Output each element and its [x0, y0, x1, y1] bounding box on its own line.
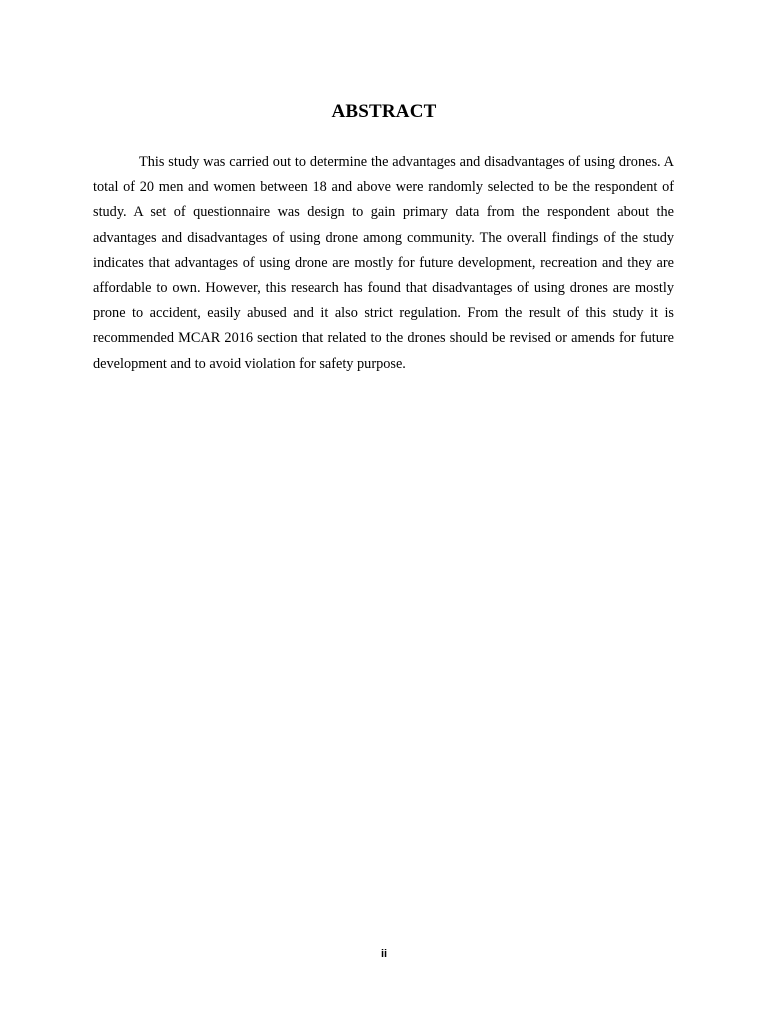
page-number: ii	[380, 948, 388, 960]
abstract-heading: ABSTRACT	[331, 101, 437, 122]
abstract-paragraph: This study was carried out to determine the advantages and disadvantages of using drones. A total of 20 men and women between 18 and above were randomly selected to be the respondent of study. A set of questionnaire was design to gain primary data from the respondent about the advantages and disadvantages of using drone among community. The overall findings of the study indicates that advantages of using drone are mostly for future development, recreation and they are affordable to own. However, this research has found that disadvantages of using drones are mostly prone to accident, easily abused and it also strict regulation. From the result of this study it is recommended MCAR 2016 section that related to the drones should be revised or amends for future development and to avoid violation for safety purpose.	[93, 154, 674, 372]
